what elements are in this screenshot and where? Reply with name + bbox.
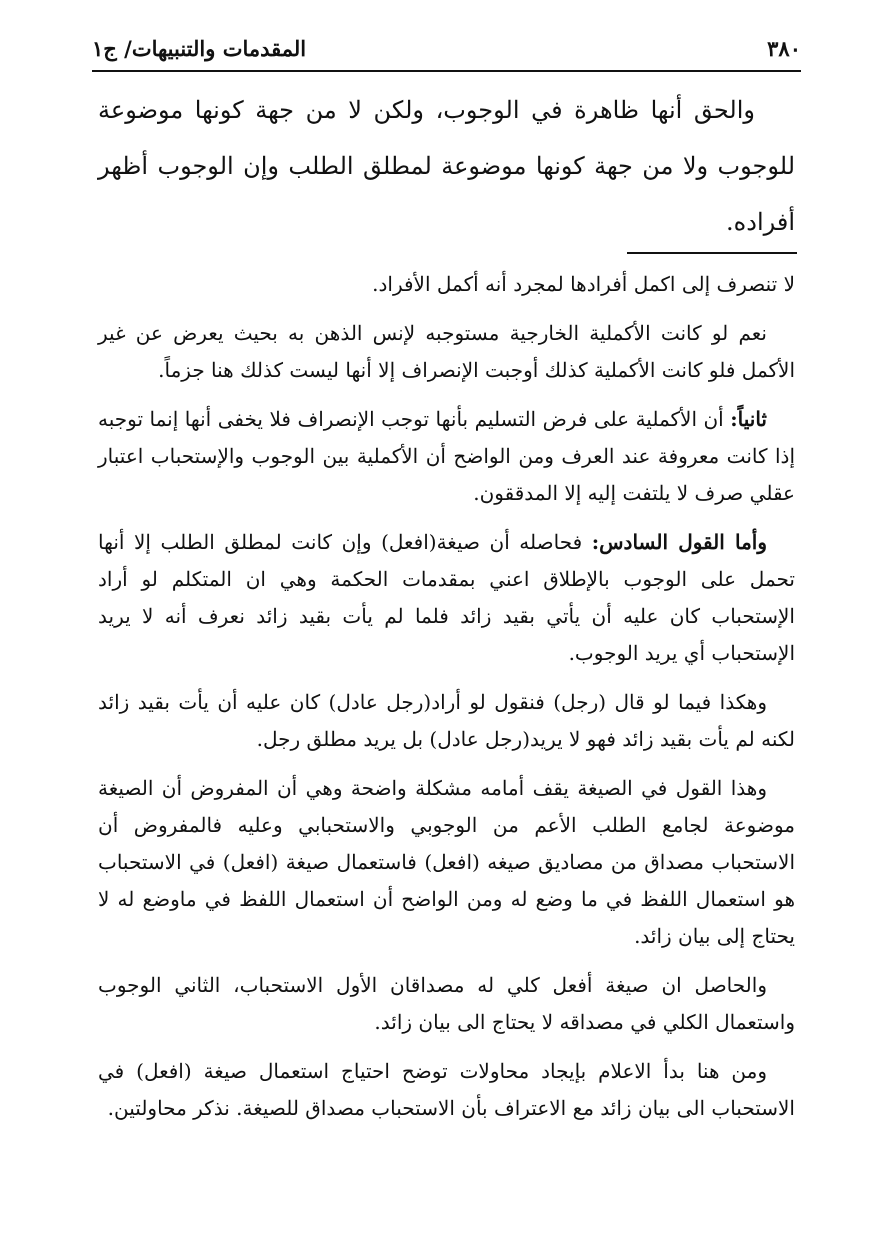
note-text: فحاصله أن صيغة(افعل) وإن كانت لمطلق الطلب إلا أنها تحمل على الوجوب بالإطلاق اعني بمقدمات الحكمة وهي ان المتكلم لو أراد الإستحباب كان عليه أن يأتي بقيد زائد فلما لم يأت بقيد زائد نعرف أنه لا يريد الإستحباب أي يريد الوجوب.	[98, 530, 795, 665]
note-paragraph	[98, 967, 795, 1041]
note-text: ومن هنا بدأ الاعلام بإيجاد محاولات توضح احتياج استعمال صيغة (افعل) في الاستحباب الى بيان زائد مع الاعتراف بأن الاستحباب مصداق للصيغة. نذكر محاولتين.	[98, 1059, 795, 1120]
page-number: ٣٨٠	[767, 35, 801, 61]
note-text: وهذا القول في الصيغة يقف أمامه مشكلة واضحة وهي أن المفروض أن الصيغة موضوعة لجامع الطلب الأعم من الوجوبي والاستحبابي وعليه فالمفروض أن الاستحباب مصداق من مصاديق صيغه (افعل) فاستعمال صيغة (افعل) في الاستحباب هو استعمال اللفظ في ما وضع له ومن الواضح أن استعمال اللفظ في ماوضع له لا يحتاج إلى بيان زائد.	[98, 776, 796, 948]
note-paragraph	[98, 401, 795, 512]
note-lead: وأما القول السادس:	[591, 530, 767, 554]
note-paragraph	[98, 524, 795, 672]
note-paragraph	[98, 266, 795, 303]
main-paragraph: والحق أنها ظاهرة في الوجوب، ولكن لا من جهة كونها موضوعة للوجوب ولا من جهة كونها موضوعة لمطلق الطلب وإن الوجوب أظهر أفراده.	[98, 96, 796, 236]
header-rule	[92, 70, 801, 72]
running-title: المقدمات والتنبيهات/ ج١	[92, 35, 307, 61]
footnote-separator	[627, 252, 797, 254]
note-text: وهكذا فيما لو قال (رجل) فنقول لو أراد(رجل عادل) كان عليه أن يأت بقيد زائد لكنه لم يأت بقيد زائد فهو لا يريد(رجل عادل) بل يريد مطلق رجل.	[98, 690, 795, 751]
note-paragraph	[98, 684, 795, 758]
running-header	[92, 28, 801, 68]
note-lead: ثانياً:	[730, 407, 767, 431]
note-text: والحاصل ان صيغة أفعل كلي له مصداقان الأول الاستحباب، الثاني الوجوب واستعمال الكلي في مصداقه لا يحتاج الى بيان زائد.	[98, 973, 795, 1034]
note-text: أن الأكملية على فرض التسليم بأنها توجب الإنصراف فلا يخفى أنها إنما توجبه إذا كانت معروفة عند العرف ومن الواضح أن الأكملية بين الوجوب والإستحباب اعتبار عقلي صرف لا يلتفت إليه إلا المدققون.	[98, 407, 795, 505]
note-paragraph	[98, 315, 795, 389]
notes-section	[98, 266, 795, 1139]
main-text	[98, 82, 795, 250]
note-paragraph	[98, 770, 795, 955]
note-text: لا تنصرف إلى اكمل أفرادها لمجرد أنه أكمل الأفراد.	[372, 272, 795, 296]
note-text: نعم لو كانت الأكملية الخارجية مستوجبه لإنس الذهن به بحيث يعرض عن غير الأكمل فلو كانت الأكملية كذلك أوجبت الإنصراف إلا أنها ليست كذلك هنا جزماً.	[98, 321, 795, 382]
note-paragraph	[98, 1053, 795, 1127]
